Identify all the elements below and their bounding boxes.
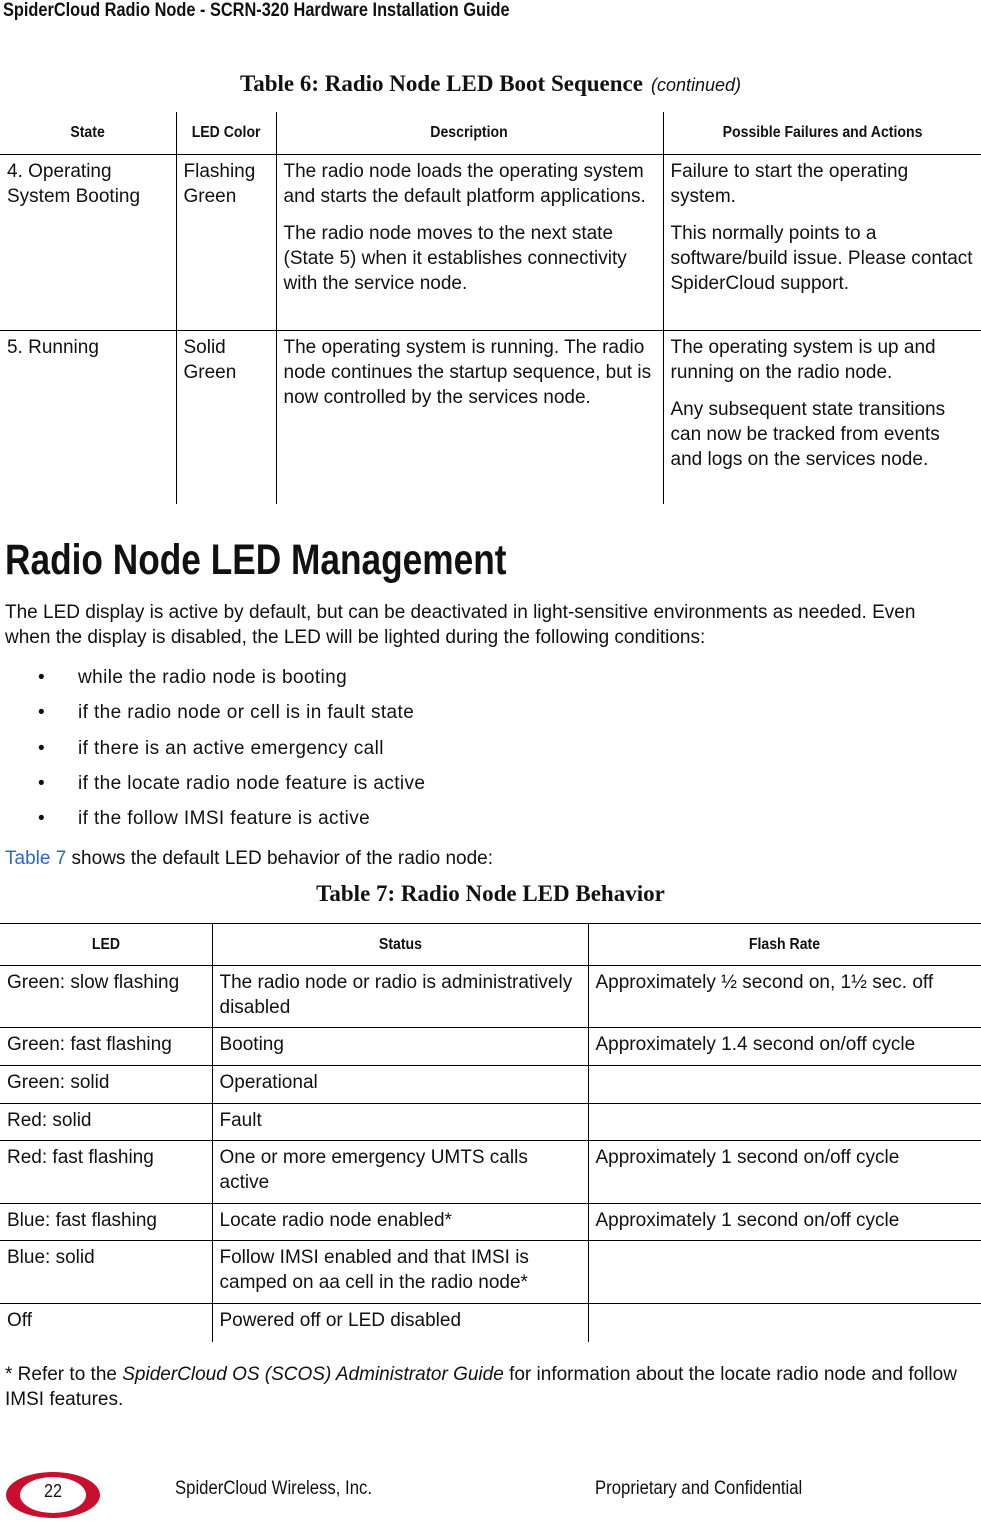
led-color-cell: Solid Green <box>176 330 276 504</box>
list-item: • if there is an active emergency call <box>38 736 425 771</box>
reference-text: shows the default LED behavior of the radio node: <box>66 848 494 869</box>
footer-company: SpiderCloud Wireless, Inc. <box>175 1478 373 1499</box>
flash-rate-cell: Approximately ½ second on, 1½ sec. off <box>588 966 981 1028</box>
led-behavior-table <box>0 923 981 1342</box>
status-cell: The radio node or radio is administratively disabled <box>212 966 588 1028</box>
column-header-description: Description <box>276 112 663 154</box>
led-cell: Green: fast flashing <box>7 1034 172 1055</box>
table-row <box>0 154 981 330</box>
document-title: SpiderCloud OS (SCOS) Administrator Guide <box>122 1364 504 1385</box>
boot-sequence-table <box>0 112 981 504</box>
status-cell: Follow IMSI enabled and that IMSI is camped on aa cell in the radio node* <box>212 1241 588 1304</box>
table6-caption <box>0 71 981 97</box>
flash-rate-cell <box>588 1241 981 1304</box>
column-header-led-color: LED Color <box>176 112 276 154</box>
flash-rate-cell <box>588 1304 981 1342</box>
table-header-row <box>0 924 981 966</box>
table6-continued: (continued) <box>650 75 742 95</box>
failures-cell: Failure to start the operating system. This normally points to a software/build issue. Please contact SpiderCloud support. <box>663 154 981 330</box>
column-header-led: LED <box>91 935 120 953</box>
table-row <box>0 1241 981 1304</box>
status-cell: Fault <box>212 1104 588 1141</box>
status-cell: Operational <box>212 1066 588 1104</box>
led-cell: Red: fast flashing <box>7 1147 154 1168</box>
led-cell: Blue: solid <box>7 1247 95 1268</box>
description-cell: The operating system is running. The radio node continues the startup sequence, but is now controlled by the services node. <box>276 330 663 504</box>
column-header-state: State <box>70 123 105 141</box>
flash-rate-cell: Approximately 1.4 second on/off cycle <box>588 1028 981 1066</box>
led-cell: Red: solid <box>7 1110 92 1131</box>
footnote: * Refer to the SpiderCloud OS (SCOS) Administrator Guide for information about the locate radio node and follow IMSI features. <box>5 1364 957 1410</box>
state-cell: 5. Running <box>7 336 99 358</box>
list-item: • if the follow IMSI feature is active <box>38 806 425 841</box>
table-row <box>0 330 981 504</box>
table-row <box>0 1028 981 1066</box>
flash-rate-cell: Approximately 1 second on/off cycle <box>588 1141 981 1204</box>
status-cell: One or more emergency UMTS calls active <box>212 1141 588 1204</box>
table-header-row <box>0 112 981 154</box>
status-cell: Powered off or LED disabled <box>212 1304 588 1342</box>
table-row <box>0 1104 981 1141</box>
flash-rate-cell <box>588 1104 981 1141</box>
column-header-failures: Possible Failures and Actions <box>663 112 981 154</box>
intro-paragraph: The LED display is active by default, but can be deactivated in light-sensitive environments as needed. Even when the display is disabled, the LED will be lighted during the following conditions: <box>5 602 916 648</box>
table-row <box>0 1141 981 1204</box>
status-cell: Locate radio node enabled* <box>212 1204 588 1241</box>
led-cell: Green: slow flashing <box>7 972 180 993</box>
state-cell: 4. Operating System Booting <box>7 160 141 207</box>
status-cell: Booting <box>212 1028 588 1066</box>
running-header: SpiderCloud Radio Node - SCRN-320 Hardware Installation Guide <box>3 0 510 21</box>
list-item: • if the locate radio node feature is active <box>38 771 425 806</box>
led-cell: Off <box>7 1310 32 1331</box>
table-row <box>0 1304 981 1342</box>
led-cell: Green: solid <box>7 1072 110 1093</box>
flash-rate-cell <box>588 1066 981 1104</box>
led-color-cell: Flashing Green <box>176 154 276 330</box>
table-row <box>0 966 981 1028</box>
table-row <box>0 1066 981 1104</box>
table7-reference <box>5 846 965 871</box>
table6-caption-text: Table 6: Radio Node LED Boot Sequence <box>239 71 643 96</box>
section-heading: Radio Node LED Management <box>5 536 507 584</box>
table7-link[interactable]: Table 7 <box>5 848 67 869</box>
flash-rate-cell: Approximately 1 second on/off cycle <box>588 1204 981 1241</box>
description-cell: The radio node loads the operating system and starts the default platform applications. The radio node moves to the next state (State 5) when it establishes connectivity with the service node. <box>276 154 663 330</box>
list-item: • if the radio node or cell is in fault state <box>38 700 425 735</box>
led-cell: Blue: fast flashing <box>7 1210 157 1231</box>
table7-caption: Table 7: Radio Node LED Behavior <box>316 881 665 906</box>
table-row <box>0 1204 981 1241</box>
conditions-list <box>38 665 425 841</box>
failures-cell: The operating system is up and running on the radio node. Any subsequent state transitions can now be tracked from events and logs on the services node. <box>663 330 981 504</box>
column-header-flash-rate: Flash Rate <box>588 924 981 966</box>
footer-confidentiality: Proprietary and Confidential <box>595 1478 803 1499</box>
list-item: • while the radio node is booting <box>38 665 425 700</box>
column-header-status: Status <box>212 924 588 966</box>
page-number: 22 <box>43 1481 63 1501</box>
